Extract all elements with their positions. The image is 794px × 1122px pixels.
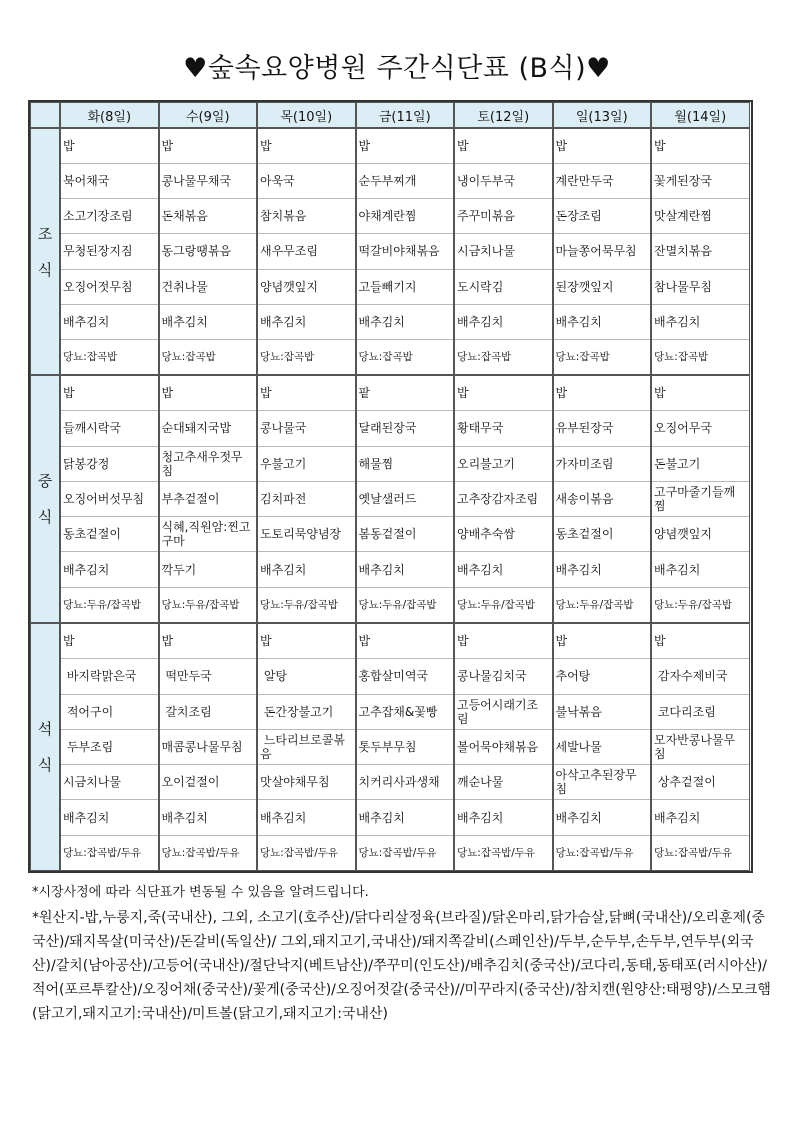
menu-item: 치커리사과생채 (357, 765, 454, 800)
menu-item: 야채계란찜 (357, 199, 454, 234)
menu-item: 건취나물 (160, 270, 257, 305)
day-menu-cell (454, 623, 553, 871)
menu-item: 적어구이 (61, 695, 158, 730)
day-menu-cell (356, 623, 455, 871)
menu-item: 당뇨:잡곡밥 (457, 350, 512, 363)
menu-item: 밥 (258, 624, 355, 659)
menu-item: 밥 (652, 129, 749, 164)
menu-item: 당뇨:잡곡밥/두유 (63, 846, 142, 859)
meal-label (30, 375, 60, 623)
menu-item: 밥 (160, 129, 257, 164)
menu-item: 주꾸미볶음 (455, 199, 552, 234)
menu-item: 마늘쫑어묵무침 (554, 234, 651, 269)
menu-item: 밥 (61, 376, 158, 411)
menu-item: 동초겉절이 (61, 517, 158, 552)
origin-notice: *원산지-밥,누룽지,죽(국내산), 그외, 소고기(호주산)/닭다리살정육(브라질)/닭온마리,닭가슴살,닭뼈(국내산)/오리훈제(중국산)/돼지목살(미국산)/돈갈비(독일산)/ 그외,돼지고기,국내산)/돼지쪽갈비(스페인산)/두부,순두부,손두부,연두부(외국산)/갈치(남아공산)/고등어(국내산)/절단낙지(베트남산)/쭈꾸미(인도산)/배추김치(중국산)/코다리,동태,동태포(러시아산)/적어(포르투칼산)/오징어채(중국산)/꽃게(중국산)/오징어젓갈(중국산)//미꾸라지(중국산)/참치캔(원양산:태평양)/스모크햄(닭고기,돼지고기:국내산)/미트볼(닭고기,돼지고기:국내산) (32, 910, 771, 1022)
menu-item: 밥 (652, 376, 749, 411)
menu-item: 당뇨:잡곡밥 (555, 350, 610, 363)
day-menu-cell (257, 375, 356, 623)
menu-item: 시금치나물 (61, 765, 158, 800)
menu-item: 당뇨:두유/잡곡밥 (654, 598, 733, 611)
menu-item: 동그랑땡볶음 (160, 234, 257, 269)
day-menu-cell (159, 623, 258, 871)
menu-item: 바지락맑은국 (61, 659, 158, 694)
menu-item: 배추김치 (160, 305, 257, 340)
menu-item: 배추김치 (455, 305, 552, 340)
menu-item: 배추김치 (652, 552, 749, 587)
day-menu-cell (651, 623, 750, 871)
menu-item: 고추장감자조림 (455, 482, 552, 517)
menu-item: 배추김치 (554, 800, 651, 835)
menu-item: 닭봉강정 (61, 447, 158, 482)
menu-item: 당뇨:잡곡밥/두유 (654, 846, 733, 859)
meal-label-char: 조 (37, 224, 53, 243)
menu-item: 당뇨:잡곡밥/두유 (457, 846, 536, 859)
menu-item: 배추김치 (258, 800, 355, 835)
menu-item: 느타리브로콜볶음 (258, 730, 355, 765)
dinner-section (30, 623, 751, 871)
menu-item: 배추김치 (357, 552, 454, 587)
menu-item: 당뇨:두유/잡곡밥 (63, 598, 142, 611)
menu-item: 양념깻잎지 (652, 517, 749, 552)
day-menu-cell (651, 375, 750, 623)
menu-item: 가자미조림 (554, 447, 651, 482)
menu-item: 배추김치 (455, 552, 552, 587)
menu-item: 달래된장국 (357, 411, 454, 446)
menu-item: 밥 (554, 624, 651, 659)
menu-item: 배추김치 (61, 552, 158, 587)
menu-item: 콩나물무채국 (160, 164, 257, 199)
menu-item: 고들빼기지 (357, 270, 454, 305)
menu-item: 밥 (61, 129, 158, 164)
day-header: 수(9일) (159, 102, 258, 128)
menu-item: 떡만두국 (160, 659, 257, 694)
meal-label-char: 식 (37, 756, 53, 774)
menu-item: 불낙볶음 (554, 695, 651, 730)
menu-item: 부추겉절이 (160, 482, 257, 517)
menu-item: 밥 (258, 376, 355, 411)
menu-item: 밥 (357, 129, 454, 164)
menu-item: 옛날샐러드 (357, 482, 454, 517)
menu-item: 톳두부무침 (357, 730, 454, 765)
menu-item: 당뇨:잡곡밥/두유 (555, 846, 634, 859)
menu-item: 당뇨:잡곡밥/두유 (358, 846, 437, 859)
day-menu-cell (356, 128, 455, 375)
menu-item: 오징어젓무침 (61, 270, 158, 305)
menu-item: 매콤콩나물무침 (160, 730, 257, 765)
day-menu-cell (356, 375, 455, 623)
meal-label-char: 식 (37, 508, 53, 526)
day-header: 일(13일) (553, 102, 652, 128)
menu-item: 배추김치 (357, 305, 454, 340)
menu-item: 두부조림 (61, 730, 158, 765)
day-menu-cell (454, 375, 553, 623)
menu-item: 된장깻잎지 (554, 270, 651, 305)
menu-item: 당뇨:두유/잡곡밥 (260, 598, 339, 611)
menu-item: 돈간장불고기 (258, 695, 355, 730)
menu-item: 계란만두국 (554, 164, 651, 199)
day-menu-cell (454, 128, 553, 375)
menu-item: 들깨시락국 (61, 411, 158, 446)
menu-item: 배추김치 (554, 552, 651, 587)
menu-item: 배추김치 (160, 800, 257, 835)
menu-item: 상추겉절이 (652, 765, 749, 800)
day-menu-cell (159, 128, 258, 375)
page-title: ♥숲속요양병원 주간식단표 (B식)♥ (183, 53, 611, 84)
day-menu-cell (553, 375, 652, 623)
day-menu-cell (651, 128, 750, 375)
menu-item: 떡갈비야채볶음 (357, 234, 454, 269)
day-menu-cell (60, 623, 159, 871)
menu-item: 소고기장조림 (61, 199, 158, 234)
menu-item: 황태무국 (455, 411, 552, 446)
day-header: 토(12일) (454, 102, 553, 128)
menu-item: 배추김치 (455, 800, 552, 835)
menu-item: 깍두기 (160, 552, 257, 587)
menu-item: 홍합살미역국 (357, 659, 454, 694)
menu-item: 유부된장국 (554, 411, 651, 446)
menu-item: 팥 (357, 376, 454, 411)
menu-item: 새송이볶음 (554, 482, 651, 517)
menu-item: 우불고기 (258, 447, 355, 482)
menu-item: 당뇨:잡곡밥/두유 (161, 846, 240, 859)
menu-item: 참치볶음 (258, 199, 355, 234)
menu-item: 모자반콩나물무침 (652, 730, 749, 765)
meal-label-char: 식 (37, 260, 53, 279)
menu-item: 세발나물 (554, 730, 651, 765)
menu-item: 오이겉절이 (160, 765, 257, 800)
menu-item: 맛살계란찜 (652, 199, 749, 234)
menu-item: 밥 (455, 376, 552, 411)
meal-label-char: 중 (37, 472, 53, 490)
menu-item: 순대돼지국밥 (160, 411, 257, 446)
menu-item: 당뇨:두유/잡곡밥 (555, 598, 634, 611)
menu-item: 북어채국 (61, 164, 158, 199)
menu-item: 맛살야채무침 (258, 765, 355, 800)
menu-item: 오징어버섯무침 (61, 482, 158, 517)
menu-item: 고추잡채&꽃빵 (357, 695, 454, 730)
menu-item: 볼어묵야채볶음 (455, 730, 552, 765)
menu-item: 김치파전 (258, 482, 355, 517)
menu-item: 배추김치 (61, 800, 158, 835)
breakfast-section (30, 128, 751, 375)
menu-item: 당뇨:잡곡밥 (161, 350, 216, 363)
menu-item: 고등어시래기조림 (455, 695, 552, 730)
menu-item: 양배추숙쌈 (455, 517, 552, 552)
menu-item: 콩나물김치국 (455, 659, 552, 694)
day-menu-cell (553, 623, 652, 871)
menu-item: 배추김치 (61, 305, 158, 340)
menu-item: 깨순나물 (455, 765, 552, 800)
menu-item: 돈장조림 (554, 199, 651, 234)
menu-item: 돈채볶음 (160, 199, 257, 234)
menu-item: 잔멸치볶음 (652, 234, 749, 269)
menu-item: 알탕 (258, 659, 355, 694)
menu-item: 배추김치 (652, 305, 749, 340)
meal-label-char: 석 (37, 720, 53, 738)
menu-item: 추어탕 (554, 659, 651, 694)
menu-item: 냉이두부국 (455, 164, 552, 199)
menu-item: 식혜,직원암:찐고구마 (160, 517, 257, 552)
menu-item: 새우무조림 (258, 234, 355, 269)
menu-item: 당뇨:잡곡밥 (654, 350, 709, 363)
menu-item: 당뇨:잡곡밥 (63, 350, 118, 363)
menu-item: 밥 (160, 624, 257, 659)
menu-item: 청고추새우젓무침 (160, 447, 257, 482)
day-header: 목(10일) (257, 102, 356, 128)
menu-item: 봄동겉절이 (357, 517, 454, 552)
menu-item: 당뇨:두유/잡곡밥 (358, 598, 437, 611)
menu-item: 참나물무침 (652, 270, 749, 305)
menu-item: 돈불고기 (652, 447, 749, 482)
day-header: 화(8일) (60, 102, 159, 128)
menu-item: 당뇨:잡곡밥 (358, 350, 413, 363)
menu-item: 밥 (652, 624, 749, 659)
day-menu-cell (60, 375, 159, 623)
menu-item: 콩나물국 (258, 411, 355, 446)
menu-item: 무청된장지짐 (61, 234, 158, 269)
day-header: 월(14일) (651, 102, 750, 128)
menu-item: 양념깻잎지 (258, 270, 355, 305)
menu-item: 도시락김 (455, 270, 552, 305)
menu-item: 밥 (455, 624, 552, 659)
meal-label (30, 128, 60, 375)
menu-item: 아욱국 (258, 164, 355, 199)
menu-item: 밥 (61, 624, 158, 659)
lunch-section (30, 375, 751, 623)
day-menu-cell (257, 623, 356, 871)
menu-item: 밥 (455, 129, 552, 164)
meal-label (30, 623, 60, 871)
menu-item: 밥 (160, 376, 257, 411)
menu-item: 아삭고추된장무침 (554, 765, 651, 800)
day-menu-cell (60, 128, 159, 375)
menu-item: 배추김치 (652, 800, 749, 835)
menu-item: 코다리조림 (652, 695, 749, 730)
menu-item: 순두부찌개 (357, 164, 454, 199)
day-header: 금(11일) (356, 102, 455, 128)
menu-table (28, 100, 753, 873)
menu-item: 당뇨:잡곡밥/두유 (260, 846, 339, 859)
menu-item: 배추김치 (258, 305, 355, 340)
menu-item: 시금치나물 (455, 234, 552, 269)
menu-item: 배추김치 (258, 552, 355, 587)
menu-item: 배추김치 (357, 800, 454, 835)
menu-item: 당뇨:잡곡밥 (260, 350, 315, 363)
menu-item: 밥 (258, 129, 355, 164)
menu-item: 밥 (357, 624, 454, 659)
menu-item: 동초겉절이 (554, 517, 651, 552)
menu-item: 밥 (554, 376, 651, 411)
day-menu-cell (553, 128, 652, 375)
menu-item: 감자수제비국 (652, 659, 749, 694)
menu-item: 오리불고기 (455, 447, 552, 482)
menu-item: 갈치조림 (160, 695, 257, 730)
menu-item: 오징어무국 (652, 411, 749, 446)
menu-item: 당뇨:두유/잡곡밥 (161, 598, 240, 611)
menu-item: 해물찜 (357, 447, 454, 482)
header-corner (30, 102, 60, 128)
menu-item: 당뇨:두유/잡곡밥 (457, 598, 536, 611)
menu-item: 배추김치 (554, 305, 651, 340)
menu-item: 밥 (554, 129, 651, 164)
day-header-row (30, 102, 751, 128)
menu-item: 꽃게된장국 (652, 164, 749, 199)
day-menu-cell (159, 375, 258, 623)
change-notice: *시장사정에 따라 식단표가 변동될 수 있음을 알려드립니다. (32, 885, 369, 900)
menu-item: 고구마줄기들깨찜 (652, 482, 749, 517)
menu-item: 도토리묵양념장 (258, 517, 355, 552)
day-menu-cell (257, 128, 356, 375)
